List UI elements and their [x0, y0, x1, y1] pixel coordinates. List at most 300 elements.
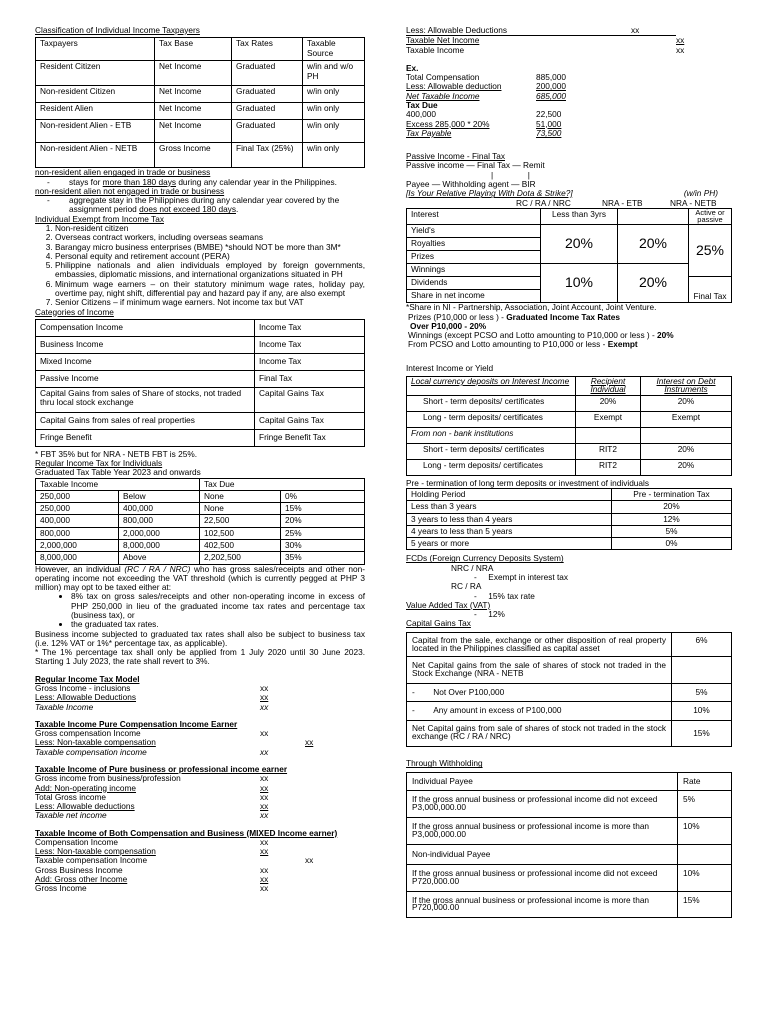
text: xx	[305, 855, 314, 866]
table-cell: None	[200, 503, 281, 515]
table-row	[36, 86, 365, 103]
withholding-table	[406, 772, 732, 919]
text: xx	[260, 682, 269, 693]
table-header: Local currency deposits on Interest Income	[407, 376, 576, 395]
table-cell: Capital Gains from sales of Share of stocks, not traded thru local stock exchange	[36, 387, 255, 412]
text: who has gross sales/receipts and other non-operating income not exceeding the VAT threshold (which is currently pegged at PHP 3 million) may opt to be taxed either at:	[35, 563, 365, 593]
text: Not Over P100,000	[433, 687, 505, 698]
table-cell	[678, 844, 732, 864]
table-row	[407, 459, 732, 475]
text: Less: Allowable Deductions	[406, 25, 508, 35]
table-cell: Non-resident Alien - ETB	[36, 120, 155, 143]
table-row	[36, 319, 365, 336]
text: xx	[260, 782, 269, 793]
ledger-line	[35, 811, 365, 820]
text: Gross income from business/profession	[35, 773, 181, 784]
text: xx	[260, 801, 269, 812]
text: Prizes (P10,000 or less ) -	[408, 311, 507, 322]
text: xx	[260, 773, 269, 784]
table-cell: Yield's	[407, 225, 541, 238]
table-cell: 800,000	[36, 527, 119, 539]
text: Gross compensation Income	[35, 728, 141, 739]
table-row	[36, 353, 365, 370]
table-row	[407, 525, 732, 537]
table-row	[36, 503, 365, 515]
ledger-line	[406, 120, 732, 129]
fcd-line-3: RC / RA	[451, 581, 482, 592]
table-cell: 15%	[678, 891, 732, 918]
text: Any amount in excess of P100,000	[433, 705, 562, 716]
ledger-line	[35, 884, 365, 893]
regular-subtitle: Graduated Tax Table Year 2023 and onwards	[35, 467, 201, 478]
list-item: 3. Barangay micro business enterprises (BMBE) *should NOT be more than 3M*	[55, 243, 365, 252]
table-header: Taxpayers	[36, 38, 155, 61]
table-cell: 20%	[618, 264, 689, 303]
table-cell: Above	[119, 552, 200, 564]
column-header: RC / RA / NRC	[516, 197, 571, 208]
ledger-line	[406, 129, 732, 138]
table-cell: Capital Gains from sales of real properties	[36, 412, 255, 429]
nra-etb-bullet: - stays for more than 180 days during any calendar year in the Philippines.	[47, 176, 337, 187]
text: Less: Allowable deduction	[406, 81, 502, 92]
table-cell: Mixed Income	[36, 353, 255, 370]
table-cell: Short - term deposits/ certificates	[407, 395, 576, 411]
table-row	[407, 427, 732, 443]
table-cell: Passive Income	[36, 370, 255, 387]
table-cell: 800,000	[119, 515, 200, 527]
text: xx	[631, 25, 640, 35]
table-row	[36, 336, 365, 353]
table-cell	[641, 427, 732, 443]
categories-table	[35, 319, 365, 447]
example-title: Ex.	[406, 62, 419, 73]
text: 51,000	[536, 118, 562, 129]
text: 73,500	[536, 127, 562, 138]
table-header: Individual Payee	[407, 772, 678, 790]
table-cell: Long - term deposits/ certificates	[407, 459, 576, 475]
regular-bullets	[35, 592, 365, 629]
table-cell: 250,000	[36, 490, 119, 502]
categories-title: Categories of Income	[35, 306, 114, 317]
table-cell: Net Income	[155, 86, 232, 103]
table-cell: 10%	[541, 264, 618, 303]
table-cell: 20%	[281, 515, 365, 527]
nra-netb-title: non-resident alien not engaged in trade or business	[35, 185, 225, 196]
text: Add: Non-operating income	[35, 782, 137, 793]
table-cell: 6%	[672, 632, 732, 657]
table-cell: Final Tax	[255, 370, 365, 387]
text: xx	[260, 746, 269, 757]
table-cell: Below	[119, 490, 200, 502]
text: xx	[676, 35, 685, 46]
left-column	[35, 26, 365, 894]
list-item: 7. Senior Citizens – if minimum wage earners. Not income tax but VAT	[55, 298, 365, 307]
text: 200,000	[536, 81, 566, 92]
table-cell: None	[200, 490, 281, 502]
list-item: 6. Minimum wage earners – on their statutory minimum wage rates, holiday pay, overtime pay, night shift, differential pay and hazard pay if any, are also exempt	[55, 280, 365, 299]
table-row	[407, 657, 732, 684]
table-cell: Compensation Income	[36, 319, 255, 336]
table-header: Rate	[678, 772, 732, 790]
table-row	[36, 120, 365, 143]
table-cell: Dividends	[407, 277, 541, 290]
table-cell: 22,500	[200, 515, 281, 527]
table-header: Tax Base	[155, 38, 232, 61]
regular-paragraph-1	[35, 565, 365, 593]
text: xx	[260, 864, 269, 875]
table-header: Pre - termination Tax	[612, 489, 732, 501]
table-cell: 15%	[672, 720, 732, 747]
passive-note-3: Over P10,000 - 20%	[410, 320, 487, 331]
table-row	[407, 225, 732, 238]
table-cell: 10%	[672, 702, 732, 720]
table-row	[407, 376, 732, 395]
text: xx	[676, 44, 685, 55]
table-row	[36, 103, 365, 120]
text: xx	[260, 836, 269, 847]
text: Tax Payable	[406, 127, 452, 138]
text: Gross Business Income	[35, 864, 123, 875]
table-row	[407, 702, 732, 720]
text: more than 180 days	[102, 176, 177, 187]
text: Taxable Income	[35, 701, 94, 712]
text: 685,000	[536, 90, 566, 101]
table-cell: 5 years or more	[407, 538, 612, 550]
fbt-note: * FBT 35% but for NRA - NETB FBT is 25%.	[35, 448, 197, 459]
table-cell: Non-individual Payee	[407, 844, 678, 864]
text: Taxable Net Income	[406, 35, 480, 46]
table-cell: 4 years to less than 5 years	[407, 525, 612, 537]
table-cell: Share in net income	[407, 290, 541, 303]
table-cell: 2,000,000	[119, 527, 200, 539]
table-cell: Interest	[407, 208, 541, 225]
classification-table	[35, 37, 365, 168]
passive-note-1: *Share in NI - Partnership, Association, Joint Account, Joint Venture.	[406, 302, 657, 313]
table-row	[407, 891, 732, 918]
table-cell: If the gross annual business or professional income is more than P720,000.00	[407, 891, 678, 918]
text: xx	[260, 791, 269, 802]
classification-title: Classification of Individual Income Taxpayers	[35, 25, 200, 35]
text: Graduated Income Tax Rates	[506, 311, 620, 322]
table-cell: 35%	[281, 552, 365, 564]
table-row	[407, 720, 732, 747]
table-header: Recipient Individual	[576, 376, 641, 395]
text: 22,500	[536, 109, 562, 120]
table-cell: Short - term deposits/ certificates	[407, 443, 576, 459]
table-cell: Final Tax (25%)	[232, 143, 303, 168]
text: xx	[260, 701, 269, 712]
table-cell: 400,000	[36, 515, 119, 527]
table-row	[407, 208, 732, 225]
table-row	[407, 791, 732, 818]
regular-paragraph-3: * The 1% percentage tax shall only be applied from 1 July 2020 until 30 June 2023. Starting 1 July 2023, the rate shall revert to 3%.	[35, 647, 365, 667]
table-cell: If the gross annual business or professional income did not exceed P3,000,000.00	[407, 791, 678, 818]
table-cell: Graduated	[232, 61, 303, 86]
text: .	[235, 204, 239, 215]
fcd-line-2: - Exempt in interest tax	[474, 571, 569, 582]
table-cell: Graduated	[232, 120, 303, 143]
text: 400,000	[406, 109, 436, 120]
table-row	[407, 489, 732, 501]
text: Exempt	[607, 339, 638, 350]
text: Taxable Income	[406, 44, 465, 55]
table-cell: Resident Alien	[36, 103, 155, 120]
regular-paragraph-2: Business income subjected to graduated tax rates shall also be subject to business tax (i.e. 12% VAT or 1%* percentage tax, as applicable).	[35, 628, 365, 648]
table-row	[36, 370, 365, 387]
text: Less: Allowable Deductions	[35, 692, 137, 703]
table-cell: Income Tax	[255, 319, 365, 336]
table-cell: 20%	[641, 459, 732, 475]
table-cell: 20%	[641, 395, 732, 411]
fcd-line-4: - 15% tax rate	[474, 590, 535, 601]
table-cell: w/in only	[303, 86, 365, 103]
table-header: Holding Period	[407, 489, 612, 501]
table-cell: Graduated	[232, 86, 303, 103]
table-cell: 250,000	[36, 503, 119, 515]
text: Total Gross income	[35, 791, 107, 802]
table-cell: Long - term deposits/ certificates	[407, 411, 576, 427]
table-row	[36, 387, 365, 412]
table-cell: Non-resident Citizen	[36, 86, 155, 103]
table-row	[407, 395, 732, 411]
table-cell: Winnings	[407, 264, 541, 277]
table-cell: If the gross annual business or professional income did not exceed P720,000.00	[407, 864, 678, 891]
text: xx	[260, 846, 269, 857]
tax-due-label: Tax Due	[406, 99, 438, 110]
list-item: • the graduated tax rates.	[71, 620, 365, 629]
table-row	[407, 844, 732, 864]
table-cell: Prizes	[407, 251, 541, 264]
vat-line-1: - 12%	[474, 609, 505, 620]
table-header: Taxable Income	[36, 478, 200, 490]
table-cell: 12%	[612, 513, 732, 525]
table-cell: Income Tax	[255, 353, 365, 370]
table-cell: 5%	[678, 791, 732, 818]
table-header: Tax Due	[200, 478, 365, 490]
text: xx	[260, 883, 269, 894]
table-cell: 30%	[281, 540, 365, 552]
passive-flow-1: Passive income — Final Tax — Remit	[406, 160, 545, 171]
table-cell: 5%	[672, 684, 732, 702]
table-cell: Non-resident Alien - NETB	[36, 143, 155, 168]
table-cell: From non - bank institutions	[407, 427, 576, 443]
exempt-title: Individual Exempt from Income Tax	[35, 213, 164, 224]
table-row	[36, 143, 365, 168]
passive-title: Passive Income - Final Tax	[406, 151, 505, 162]
table-cell: Net Income	[155, 61, 232, 86]
table-cell	[618, 208, 689, 225]
regular-title: Regular Income Tax for Individuals	[35, 458, 163, 469]
table-cell: Fringe Benefit Tax	[255, 429, 365, 446]
within-ph-label: (w/in PH)	[683, 188, 718, 199]
right-column	[406, 26, 732, 918]
ledger-line	[406, 92, 732, 101]
table-cell: 5%	[612, 525, 732, 537]
table-row	[36, 527, 365, 539]
table-cell: Fringe Benefit	[36, 429, 255, 446]
text: xx	[305, 737, 314, 748]
table-cell: Gross Income	[155, 143, 232, 168]
text: Exempt in interest tax	[488, 571, 569, 582]
text: Taxable net income	[35, 810, 107, 821]
biz-title: Taxable Income of Pure business or professional income earner	[35, 763, 288, 774]
table-cell: 402,500	[200, 540, 281, 552]
exempt-list	[35, 224, 365, 308]
table-cell: 8,000,000	[36, 552, 119, 564]
table-cell: 8,000,000	[119, 540, 200, 552]
list-item: • 8% tax on gross sales/receipts and other non-operating income in excess of PHP 250,000 in lieu of the graduated income tax rates and percentage tax (business tax), or	[71, 592, 365, 620]
text: does not exceed 180 days	[139, 204, 236, 215]
table-row	[36, 515, 365, 527]
table-row	[407, 443, 732, 459]
passive-col-heads	[406, 199, 732, 208]
graduated-tax-table	[35, 478, 365, 565]
column-header: NRA - ETB	[602, 197, 643, 208]
table-cell: RIT2	[576, 459, 641, 475]
table-row	[407, 684, 732, 702]
mixed-title: Taxable Income of Both Compensation and Business (MIXED Income earner)	[35, 827, 338, 838]
text: aggregate stay in the Philippines during any calendar year covered by the assignment period	[69, 195, 340, 215]
interest-title: Interest Income or Yield	[406, 362, 494, 373]
table-row	[36, 478, 365, 490]
table-cell: 10%	[678, 864, 732, 891]
table-row	[407, 772, 732, 790]
table-cell: 400,000	[119, 503, 200, 515]
table-cell: 20%	[618, 225, 689, 264]
table-cell: Exempt	[641, 411, 732, 427]
text: Less: Allowable deductions	[35, 801, 135, 812]
flow-arrows: | |	[491, 169, 530, 180]
table-cell: 2,202,500	[200, 552, 281, 564]
table-cell: 102,500	[200, 527, 281, 539]
text: From PCSO and Lotto amounting to P10,000 or less -	[408, 339, 608, 350]
passive-income-table	[406, 208, 732, 304]
text: xx	[260, 692, 269, 703]
table-cell: - Not Over P100,000	[407, 684, 672, 702]
table-cell: Less than 3 years	[407, 501, 612, 513]
table-cell: Exempt	[576, 411, 641, 427]
table-cell: Net Capital gains from the sale of shares of stock not traded in the Stock Exchange (NRA - NETB	[407, 657, 672, 684]
text: Less: Non-taxable compensation	[35, 846, 156, 857]
text: (RC / RA / NRC)	[124, 563, 191, 574]
text: Less: Non-taxable compensation	[35, 737, 156, 748]
table-cell: Final Tax	[689, 277, 732, 303]
table-cell: w/in only	[303, 120, 365, 143]
table-cell: Graduated	[232, 103, 303, 120]
text: Total Compensation	[406, 72, 480, 83]
pretermination-title: Pre - termination of long term deposits or investment of individuals	[406, 477, 650, 488]
ledger-line	[406, 46, 696, 55]
text: Compensation Income	[35, 836, 119, 847]
table-cell: 0%	[612, 538, 732, 550]
table-row	[36, 412, 365, 429]
passive-flow-2: Payee — Withholding agent — BIR	[406, 178, 536, 189]
text: Net Taxable Income	[406, 90, 480, 101]
text: Add: Gross other Income	[35, 874, 128, 885]
table-cell: 10%	[678, 817, 732, 844]
list-item: 4. Personal equity and retirement account (PERA)	[55, 252, 365, 261]
text: Excess 285,000 * 20%	[406, 118, 490, 129]
nra-netb-bullet: - aggregate stay in the Philippines during any calendar year covered by the assignment period does not exceed 180 days.	[47, 195, 340, 215]
list-item: 2. Overseas contract workers, including overseas seamans	[55, 233, 365, 242]
cgt-title: Capital Gains Tax	[406, 618, 471, 629]
mnemonic: [Is Your Relative Playing With Dota & Strike?]	[406, 188, 573, 199]
table-row	[36, 490, 365, 502]
table-cell: Capital from the sale, exchange or other disposition of real property located in the Philippines classified as capital asset	[407, 632, 672, 657]
text: xx	[260, 810, 269, 821]
table-row	[407, 411, 732, 427]
table-cell: w/in only	[303, 103, 365, 120]
table-cell: 0%	[281, 490, 365, 502]
table-row	[407, 501, 732, 513]
table-row	[407, 864, 732, 891]
ledger-line	[35, 703, 365, 712]
table-cell: Active or passive	[689, 208, 732, 225]
table-row	[36, 61, 365, 86]
text: stays for	[69, 176, 103, 187]
table-cell: 20%	[576, 395, 641, 411]
fcd-title: FCDs (Foreign Currency Deposits System)	[406, 553, 564, 564]
table-cell: Capital Gains Tax	[255, 412, 365, 429]
table-header: Tax Rates	[232, 38, 303, 61]
text: 12%	[488, 609, 505, 620]
table-cell	[672, 657, 732, 684]
capital-gains-table	[406, 632, 732, 748]
text: Winnings (except PCSO and Lotto amounting to P10,000 or less ) -	[408, 330, 658, 341]
table-row	[36, 38, 365, 61]
model-title: Regular Income Tax Model	[35, 673, 140, 684]
table-cell: w/in and w/o PH	[303, 61, 365, 86]
table-row	[407, 513, 732, 525]
table-row	[407, 817, 732, 844]
text: Gross Income - inclusions	[35, 682, 131, 693]
table-cell: - Any amount in excess of P100,000	[407, 702, 672, 720]
table-cell: 3 years to less than 4 years	[407, 513, 612, 525]
table-cell: 25%	[689, 225, 732, 277]
text: Taxable compensation Income	[35, 855, 148, 866]
table-header: Interest on Debt Instruments	[641, 376, 732, 395]
table-cell: Less than 3yrs	[541, 208, 618, 225]
text: xx	[260, 728, 269, 739]
table-row	[407, 264, 732, 277]
table-row	[407, 632, 732, 657]
table-row	[407, 538, 732, 550]
list-item: 1. Non-resident citizen	[55, 224, 365, 233]
table-cell: Net Income	[155, 103, 232, 120]
table-cell: Resident Citizen	[36, 61, 155, 86]
passive-note-5	[406, 340, 732, 349]
table-cell: Net Income	[155, 120, 232, 143]
text: Gross Income	[35, 883, 87, 894]
table-row	[36, 552, 365, 564]
ledger-line	[35, 748, 365, 757]
table-row	[36, 429, 365, 446]
interest-table	[406, 376, 732, 476]
list-item: 5. Philippine nationals and alien individuals employed by foreign governments, embassies, diplomatic missions, and international organizations situated in PH	[55, 261, 365, 280]
table-cell: Royalties	[407, 238, 541, 251]
table-cell: 20%	[641, 443, 732, 459]
fcd-line-1: NRC / NRA	[451, 562, 494, 573]
table-cell: If the gross annual business or professional income is more than P3,000,000.00	[407, 817, 678, 844]
table-row	[36, 540, 365, 552]
comp-title: Taxable Income Pure Compensation Income Earner	[35, 718, 238, 729]
text: 20%	[657, 330, 674, 341]
table-cell: Business Income	[36, 336, 255, 353]
text: xx	[260, 874, 269, 885]
vat-title: Value Added Tax (VAT)	[406, 599, 491, 610]
text: 885,000	[536, 72, 566, 83]
table-cell: 15%	[281, 503, 365, 515]
